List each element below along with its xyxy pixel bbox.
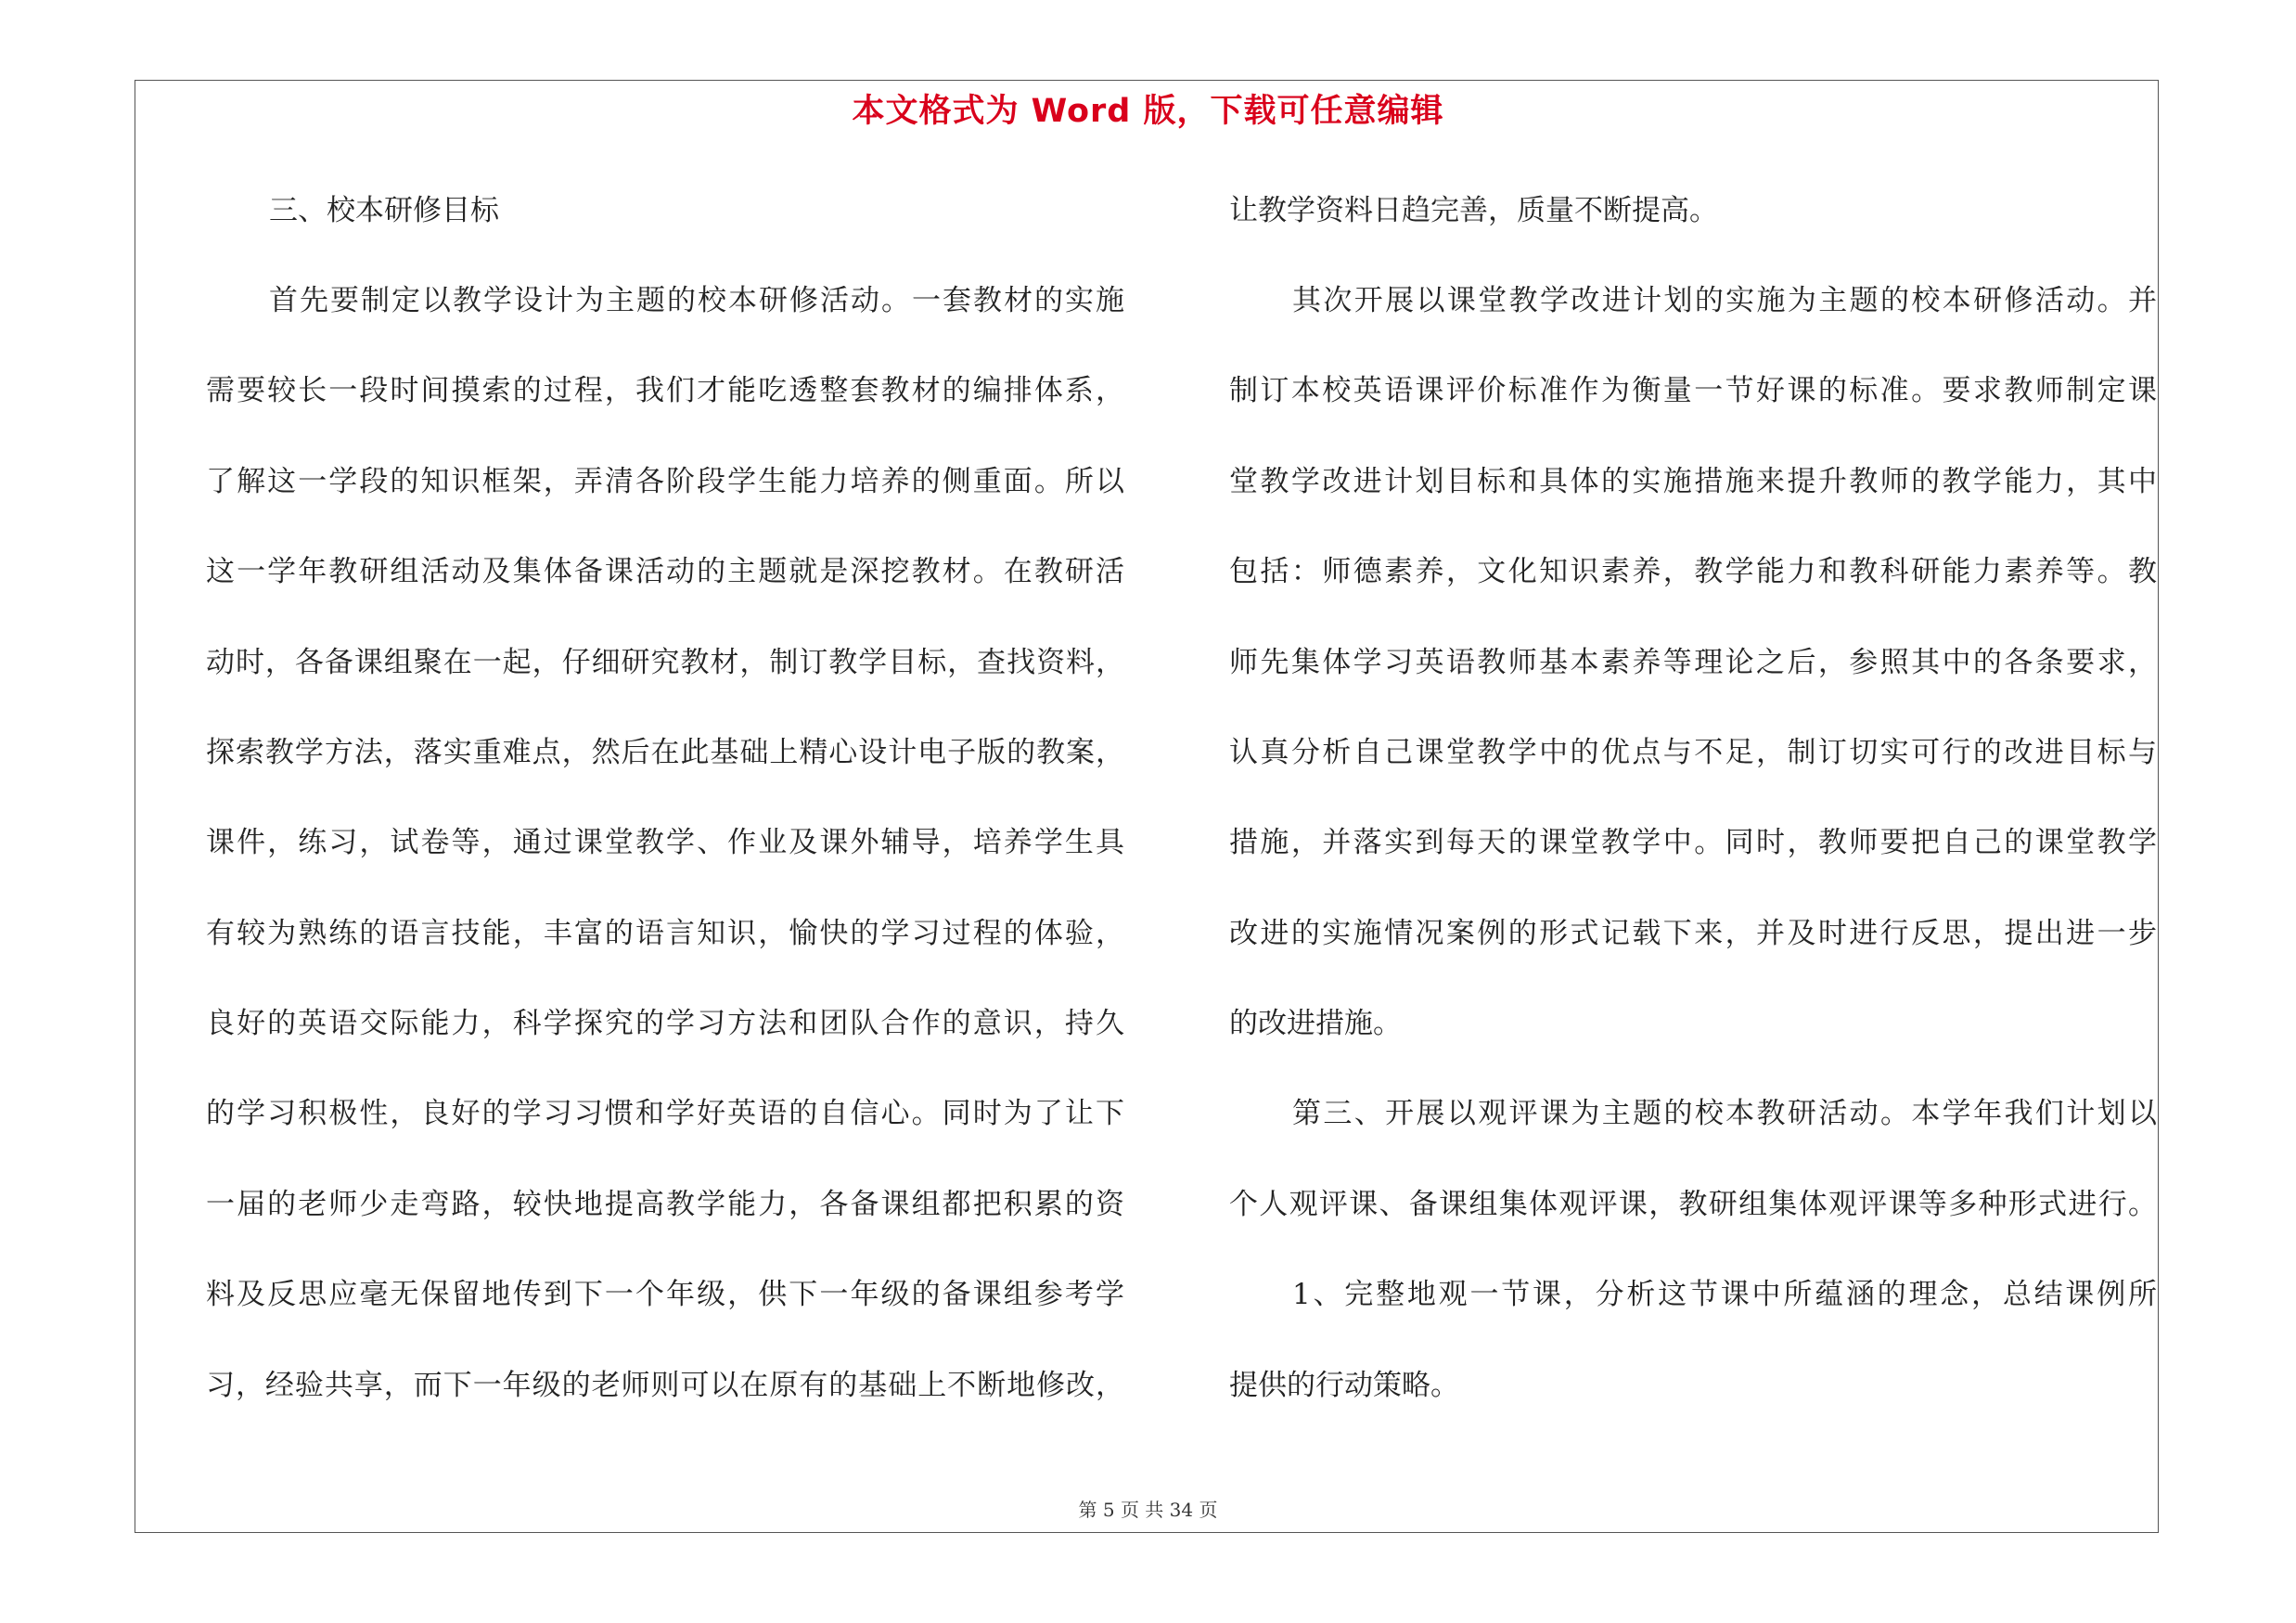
text-line: 认真分析自己课堂教学中的优点与不足，制订切实可行的改进目标与 [1229,736,2157,769]
text-line: 料及反思应毫无保留地传到下一个年级，供下一年级的备课组参考学 [206,1278,1124,1311]
text-line: 改进的实施情况案例的形式记载下来，并及时进行反思，提出进一步 [1229,917,2157,950]
page-number-footer: 第 5 页 共 34 页 [1078,1499,1218,1521]
text-line: 课件，练习，试卷等，通过课堂教学、作业及课外辅导，培养学生具 [206,826,1124,859]
text-line: 良好的英语交际能力，科学探究的学习方法和团队合作的意识，持久 [206,1007,1124,1040]
text-line: 需要较长一段时间摸索的过程，我们才能吃透整套教材的编排体系， [206,374,1124,407]
text-line: 堂教学改进计划目标和具体的实施措施来提升教师的教学能力，其中 [1229,465,2157,498]
text-line: 一届的老师少走弯路，较快地提高教学能力，各备课组都把积累的资 [206,1188,1124,1221]
text-line: 探索教学方法，落实重难点，然后在此基础上精心设计电子版的教案， [206,736,1124,769]
text-line: 的学习积极性，良好的学习习惯和学好英语的自信心。同时为了让下 [206,1097,1124,1130]
text-line: 1、完整地观一节课，分析这节课中所蕴涵的理念，总结课例所 [1292,1278,2157,1311]
text-line: 个人观评课、备课组集体观评课，教研组集体观评课等多种形式进行。 [1229,1188,2157,1221]
text-line: 了解这一学段的知识框架，弄清各阶段学生能力培养的侧重面。所以 [206,465,1124,498]
text-line: 让教学资料日趋完善，质量不断提高。 [1229,194,1718,227]
text-line: 师先集体学习英语教师基本素养等理论之后，参照其中的各条要求， [1229,646,2157,679]
text-line: 动时，各备课组聚在一起，仔细研究教材，制订教学目标，查找资料， [206,646,1124,679]
text-line: 其次开展以课堂教学改进计划的实施为主题的校本研修活动。并 [1292,284,2157,317]
text-line: 这一学年教研组活动及集体备课活动的主题就是深挖教材。在教研活 [206,555,1124,588]
text-line: 习，经验共享，而下一年级的老师则可以在原有的基础上不断地修改， [206,1369,1124,1402]
text-line: 提供的行动策略。 [1229,1369,1459,1402]
text-line: 首先要制定以教学设计为主题的校本研修活动。一套教材的实施 [269,284,1124,317]
text-line: 第三、开展以观评课为主题的校本教研活动。本学年我们计划以 [1292,1097,2157,1130]
text-line: 包括：师德素养，文化知识素养，教学能力和教科研能力素养等。教 [1229,555,2157,588]
text-line: 措施，并落实到每天的课堂教学中。同时，教师要把自己的课堂教学 [1229,826,2157,859]
text-line: 三、校本研修目标 [269,194,499,227]
text-line: 的改进措施。 [1229,1007,1402,1040]
text-line: 制订本校英语课评价标准作为衡量一节好课的标准。要求教师制定课 [1229,374,2157,407]
text-line: 有较为熟练的语言技能，丰富的语言知识，愉快的学习过程的体验， [206,917,1124,950]
format-banner: 本文格式为 Word 版，下载可任意编辑 [852,93,1444,130]
